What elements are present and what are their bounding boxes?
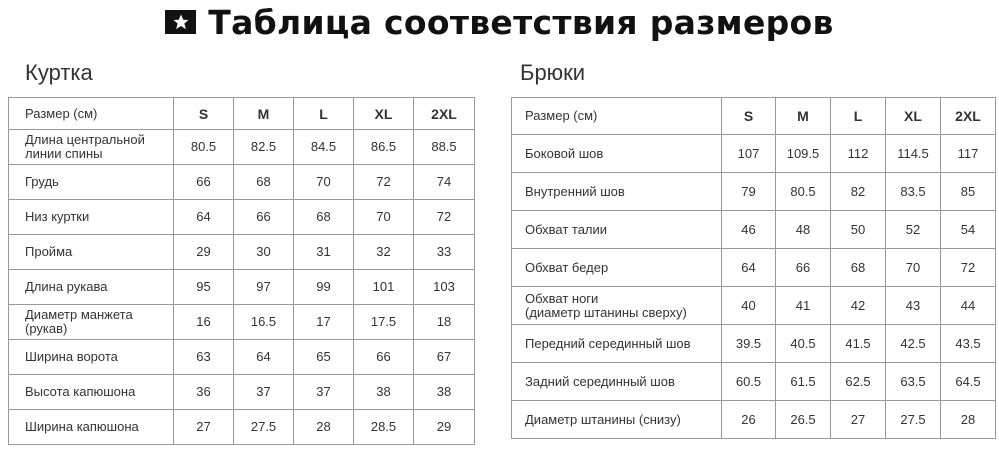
table-row bbox=[512, 173, 996, 211]
size-value-cell: 74 bbox=[414, 165, 475, 200]
table-row bbox=[512, 135, 996, 173]
size-value-cell: 40.5 bbox=[776, 325, 831, 363]
row-label: Передний серединный шов bbox=[512, 325, 722, 363]
row-label: Обхват ноги (диаметр штанины сверху) bbox=[512, 287, 722, 325]
column-header-m: M bbox=[776, 98, 831, 135]
size-value-cell: 26 bbox=[722, 401, 776, 439]
size-value-cell: 112 bbox=[831, 135, 886, 173]
size-value-cell: 17.5 bbox=[354, 305, 414, 340]
row-label: Обхват талии bbox=[512, 211, 722, 249]
size-value-cell: 79 bbox=[722, 173, 776, 211]
size-value-cell: 16.5 bbox=[234, 305, 294, 340]
row-label: Низ куртки bbox=[9, 200, 174, 235]
table-row bbox=[9, 235, 475, 270]
size-value-cell: 64.5 bbox=[941, 363, 996, 401]
size-value-cell: 64 bbox=[722, 249, 776, 287]
size-value-cell: 27.5 bbox=[234, 410, 294, 445]
size-value-cell: 80.5 bbox=[174, 130, 234, 165]
pants-size-table bbox=[511, 97, 996, 439]
size-value-cell: 52 bbox=[886, 211, 941, 249]
size-value-cell: 66 bbox=[174, 165, 234, 200]
size-value-cell: 68 bbox=[294, 200, 354, 235]
column-header-xl: XL bbox=[354, 98, 414, 130]
size-value-cell: 28 bbox=[941, 401, 996, 439]
row-label: Пройма bbox=[9, 235, 174, 270]
size-value-cell: 83.5 bbox=[886, 173, 941, 211]
size-value-cell: 43.5 bbox=[941, 325, 996, 363]
row-label: Длина центральной линии спины bbox=[9, 130, 174, 165]
size-value-cell: 103 bbox=[414, 270, 475, 305]
size-value-cell: 42.5 bbox=[886, 325, 941, 363]
row-label: Диаметр штанины (снизу) bbox=[512, 401, 722, 439]
table-row bbox=[512, 325, 996, 363]
star-icon bbox=[165, 10, 196, 34]
size-value-cell: 27.5 bbox=[886, 401, 941, 439]
size-value-cell: 64 bbox=[234, 340, 294, 375]
size-value-cell: 63 bbox=[174, 340, 234, 375]
size-value-cell: 66 bbox=[234, 200, 294, 235]
row-label: Ширина ворота bbox=[9, 340, 174, 375]
column-header-m: M bbox=[234, 98, 294, 130]
size-value-cell: 40 bbox=[722, 287, 776, 325]
size-value-cell: 37 bbox=[234, 375, 294, 410]
size-value-cell: 67 bbox=[414, 340, 475, 375]
size-value-cell: 39.5 bbox=[722, 325, 776, 363]
table-row bbox=[9, 270, 475, 305]
size-value-cell: 72 bbox=[354, 165, 414, 200]
column-header-l: L bbox=[294, 98, 354, 130]
jacket-size-table bbox=[8, 97, 475, 445]
size-value-cell: 80.5 bbox=[776, 173, 831, 211]
size-value-cell: 50 bbox=[831, 211, 886, 249]
size-value-cell: 82.5 bbox=[234, 130, 294, 165]
size-value-cell: 37 bbox=[294, 375, 354, 410]
size-value-cell: 68 bbox=[831, 249, 886, 287]
size-value-cell: 60.5 bbox=[722, 363, 776, 401]
size-value-cell: 114.5 bbox=[886, 135, 941, 173]
size-value-cell: 41 bbox=[776, 287, 831, 325]
size-value-cell: 72 bbox=[941, 249, 996, 287]
size-value-cell: 46 bbox=[722, 211, 776, 249]
size-value-cell: 84.5 bbox=[294, 130, 354, 165]
table-header-row bbox=[512, 98, 996, 135]
size-value-cell: 31 bbox=[294, 235, 354, 270]
size-value-cell: 29 bbox=[414, 410, 475, 445]
size-value-cell: 27 bbox=[174, 410, 234, 445]
column-header-s: S bbox=[174, 98, 234, 130]
size-value-cell: 48 bbox=[776, 211, 831, 249]
size-value-cell: 64 bbox=[174, 200, 234, 235]
size-value-cell: 72 bbox=[414, 200, 475, 235]
row-label: Задний серединный шов bbox=[512, 363, 722, 401]
table-row bbox=[512, 287, 996, 325]
table-row bbox=[512, 401, 996, 439]
size-value-cell: 117 bbox=[941, 135, 996, 173]
column-header-s: S bbox=[722, 98, 776, 135]
size-value-cell: 66 bbox=[776, 249, 831, 287]
size-value-cell: 33 bbox=[414, 235, 475, 270]
size-value-cell: 28.5 bbox=[354, 410, 414, 445]
column-header-xl: XL bbox=[886, 98, 941, 135]
size-value-cell: 41.5 bbox=[831, 325, 886, 363]
size-value-cell: 54 bbox=[941, 211, 996, 249]
size-value-cell: 27 bbox=[831, 401, 886, 439]
column-header-2xl: 2XL bbox=[941, 98, 996, 135]
row-label: Ширина капюшона bbox=[9, 410, 174, 445]
size-value-cell: 42 bbox=[831, 287, 886, 325]
size-value-cell: 38 bbox=[414, 375, 475, 410]
size-value-cell: 36 bbox=[174, 375, 234, 410]
row-label: Грудь bbox=[9, 165, 174, 200]
column-header-2xl: 2XL bbox=[414, 98, 475, 130]
size-value-cell: 43 bbox=[886, 287, 941, 325]
row-label: Диаметр манжета (рукав) bbox=[9, 305, 174, 340]
row-label: Высота капюшона bbox=[9, 375, 174, 410]
size-value-cell: 32 bbox=[354, 235, 414, 270]
table-row bbox=[9, 375, 475, 410]
row-label: Внутренний шов bbox=[512, 173, 722, 211]
table-header-row bbox=[9, 98, 475, 130]
size-value-cell: 63.5 bbox=[886, 363, 941, 401]
table-row bbox=[9, 305, 475, 340]
row-label: Длина рукава bbox=[9, 270, 174, 305]
size-value-cell: 70 bbox=[294, 165, 354, 200]
table-row bbox=[9, 340, 475, 375]
size-value-cell: 30 bbox=[234, 235, 294, 270]
size-value-cell: 70 bbox=[886, 249, 941, 287]
size-value-cell: 70 bbox=[354, 200, 414, 235]
table-row bbox=[9, 130, 475, 165]
size-value-cell: 26.5 bbox=[776, 401, 831, 439]
jacket-section-title: Куртка bbox=[25, 60, 93, 85]
size-value-cell: 99 bbox=[294, 270, 354, 305]
size-value-cell: 38 bbox=[354, 375, 414, 410]
size-value-cell: 61.5 bbox=[776, 363, 831, 401]
row-label: Обхват бедер bbox=[512, 249, 722, 287]
column-header-l: L bbox=[831, 98, 886, 135]
page-title bbox=[0, 0, 999, 44]
table-row bbox=[9, 410, 475, 445]
size-value-cell: 68 bbox=[234, 165, 294, 200]
size-value-cell: 82 bbox=[831, 173, 886, 211]
size-value-cell: 101 bbox=[354, 270, 414, 305]
size-value-cell: 66 bbox=[354, 340, 414, 375]
page-title-text: Таблица соответствия размеров bbox=[208, 2, 834, 42]
size-value-cell: 17 bbox=[294, 305, 354, 340]
size-value-cell: 18 bbox=[414, 305, 475, 340]
column-header-size: Размер (см) bbox=[512, 98, 722, 135]
size-value-cell: 95 bbox=[174, 270, 234, 305]
size-value-cell: 97 bbox=[234, 270, 294, 305]
table-row bbox=[9, 165, 475, 200]
size-value-cell: 29 bbox=[174, 235, 234, 270]
pants-section-title: Брюки bbox=[520, 60, 586, 85]
size-value-cell: 107 bbox=[722, 135, 776, 173]
size-value-cell: 16 bbox=[174, 305, 234, 340]
size-value-cell: 65 bbox=[294, 340, 354, 375]
size-value-cell: 86.5 bbox=[354, 130, 414, 165]
row-label: Боковой шов bbox=[512, 135, 722, 173]
size-value-cell: 88.5 bbox=[414, 130, 475, 165]
size-value-cell: 44 bbox=[941, 287, 996, 325]
size-value-cell: 62.5 bbox=[831, 363, 886, 401]
table-row bbox=[512, 211, 996, 249]
size-value-cell: 28 bbox=[294, 410, 354, 445]
table-row bbox=[512, 363, 996, 401]
table-row bbox=[9, 200, 475, 235]
size-value-cell: 85 bbox=[941, 173, 996, 211]
size-value-cell: 109.5 bbox=[776, 135, 831, 173]
column-header-size: Размер (см) bbox=[9, 98, 174, 130]
table-row bbox=[512, 249, 996, 287]
